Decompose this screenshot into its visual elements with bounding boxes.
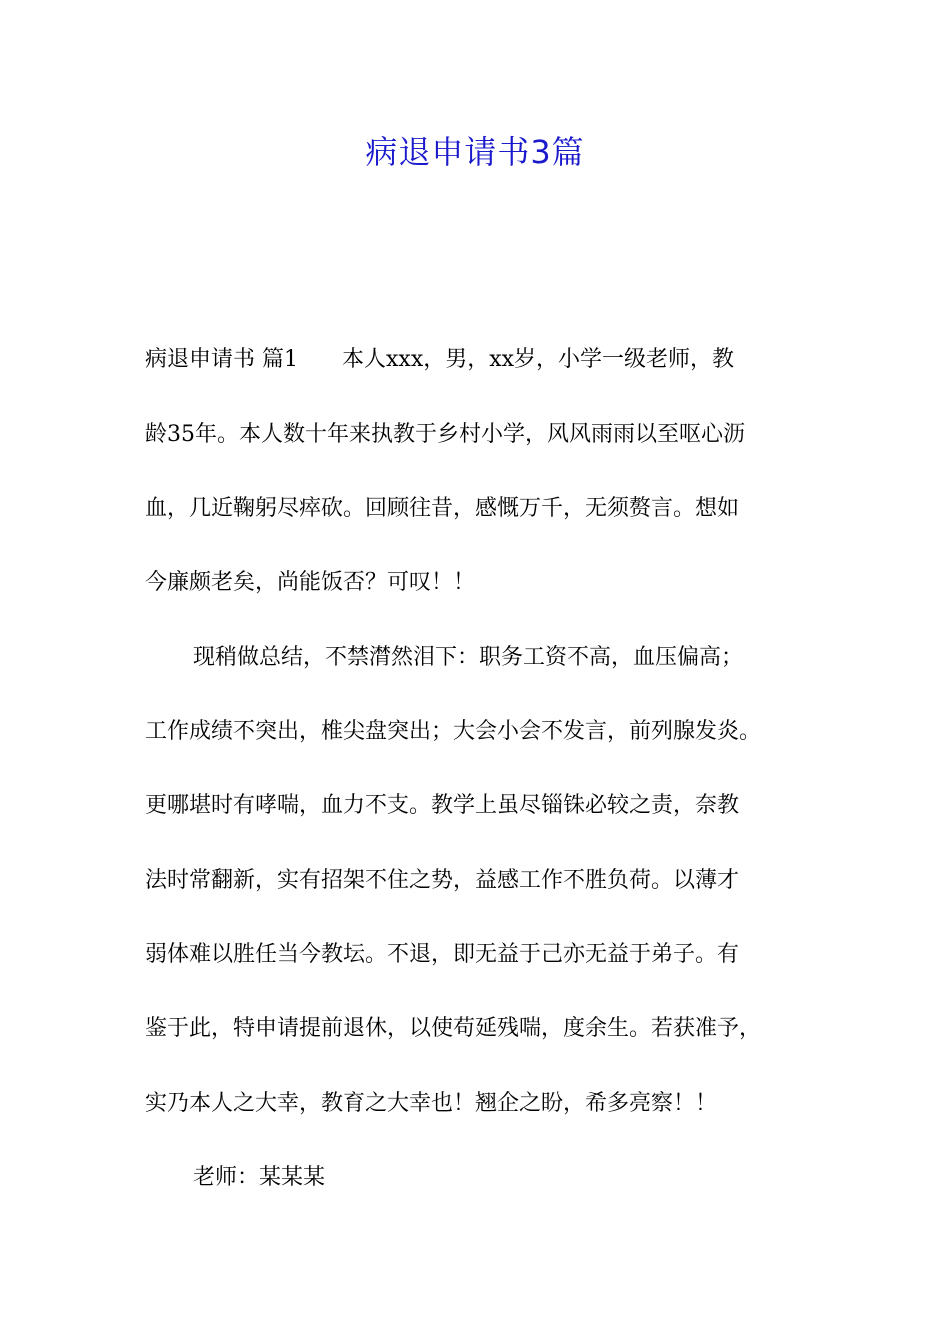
paragraph-2-line-6: 鉴于此，特申请提前退休，以使苟延残喘，度余生。若获准予，	[145, 1016, 762, 1041]
body-text-line: 本人xxx，男，xx岁，小学一级老师，教	[342, 347, 735, 372]
section-heading: 病退申请书 篇1	[145, 347, 298, 372]
paragraph-1-line-1	[145, 340, 825, 380]
paragraph-2-line-1: 现稍做总结，不禁潸然泪下：职务工资不高，血压偏高；	[193, 645, 744, 670]
paragraph-1-line-4: 今廉颇老矣，尚能饭否？可叹！！	[145, 570, 476, 595]
paragraph-2-line-5: 弱体难以胜任当今教坛。不退，即无益于己亦无益于弟子。有	[145, 942, 740, 967]
paragraph-1-line-2: 龄35年。本人数十年来执教于乡村小学，风风雨雨以至呕心沥	[145, 422, 745, 447]
signature: 老师：某某某	[193, 1165, 326, 1190]
paragraph-1-line-3: 血，几近鞠躬尽瘁砍。回顾往昔，感慨万千，无须赘言。想如	[145, 496, 740, 521]
paragraph-2-line-2: 工作成绩不突出，椎尖盘突出；大会小会不发言，前列腺发炎。	[145, 719, 762, 744]
document-title: 病退申请书3篇	[365, 133, 585, 171]
paragraph-2-line-3: 更哪堪时有哮喘，血力不支。教学上虽尽锱铢必较之责，奈教	[145, 793, 740, 818]
paragraph-2-line-4: 法时常翻新，实有招架不住之势，益感工作不胜负荷。以薄才	[145, 868, 740, 893]
paragraph-2-line-7: 实乃本人之大幸，教育之大幸也！翘企之盼，希多亮察！！	[145, 1091, 718, 1116]
